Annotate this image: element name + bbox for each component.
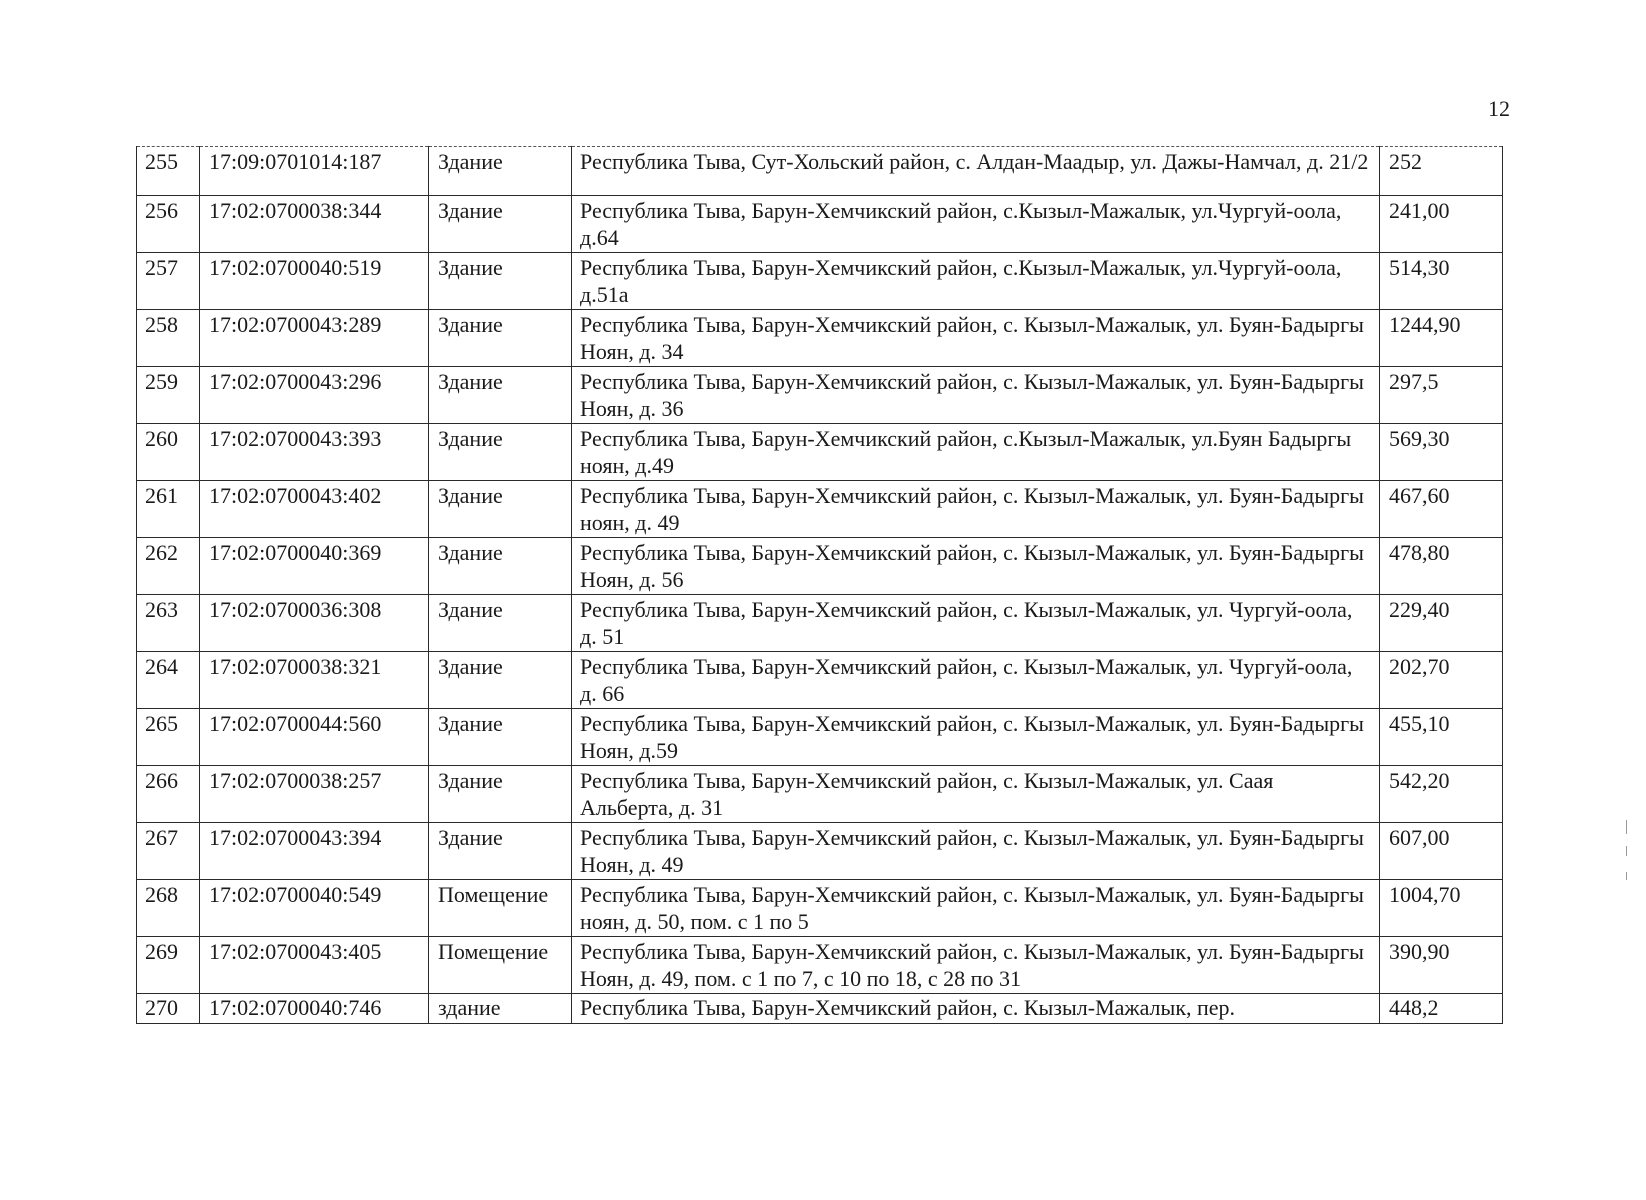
- object-address: Республика Тыва, Барун-Хемчикский район, с. Кызыл-Мажалык, ул. Буян-Бадыргы Ноян, д. 36: [572, 367, 1380, 424]
- object-area: 1244,90: [1380, 310, 1503, 367]
- object-type: Здание: [429, 196, 572, 253]
- object-address: Республика Тыва, Барун-Хемчикский район, с.Кызыл-Мажалык, ул.Чургуй-оола, д.51а: [572, 253, 1380, 310]
- object-address: Республика Тыва, Барун-Хемчикский район, с. Кызыл-Мажалык, ул. Буян-Бадыргы Ноян, д. 49: [572, 823, 1380, 880]
- object-type: Помещение: [429, 937, 572, 994]
- cadastral-number: 17:02:0700043:393: [200, 424, 429, 481]
- cadastral-number: 17:02:0700040:549: [200, 880, 429, 937]
- object-address: Республика Тыва, Барун-Хемчикский район, с. Кызыл-Мажалык, ул. Чургуй-оола, д. 66: [572, 652, 1380, 709]
- table-row: [137, 147, 1503, 196]
- property-registry-table: [136, 146, 1503, 1024]
- row-number: 262: [137, 538, 200, 595]
- table-row: [137, 538, 1503, 595]
- object-address: Республика Тыва, Барун-Хемчикский район, с. Кызыл-Мажалык, пер.: [572, 994, 1380, 1024]
- object-address: Республика Тыва, Барун-Хемчикский район, с. Кызыл-Мажалык, ул. Буян-Бадыргы Ноян, д.59: [572, 709, 1380, 766]
- object-type: Здание: [429, 253, 572, 310]
- cadastral-number: 17:02:0700043:402: [200, 481, 429, 538]
- table-row: [137, 367, 1503, 424]
- row-number: 259: [137, 367, 200, 424]
- row-number: 263: [137, 595, 200, 652]
- object-type: Здание: [429, 823, 572, 880]
- cadastral-number: 17:02:0700038:257: [200, 766, 429, 823]
- cadastral-number: 17:02:0700038:321: [200, 652, 429, 709]
- object-type: Здание: [429, 538, 572, 595]
- scan-margin-mark: [1626, 846, 1627, 856]
- table-row: [137, 766, 1503, 823]
- row-number: 258: [137, 310, 200, 367]
- table-row: [137, 880, 1503, 937]
- cadastral-number: 17:02:0700043:405: [200, 937, 429, 994]
- table-row: [137, 994, 1503, 1024]
- row-number: 266: [137, 766, 200, 823]
- object-type: Здание: [429, 310, 572, 367]
- table-row: [137, 253, 1503, 310]
- row-number: 261: [137, 481, 200, 538]
- table-row: [137, 595, 1503, 652]
- object-area: 229,40: [1380, 595, 1503, 652]
- object-address: Республика Тыва, Барун-Хемчикский район, с. Кызыл-Мажалык, ул. Буян-Бадыргы ноян, д. 50, пом. с 1 по 5: [572, 880, 1380, 937]
- cadastral-number: 17:02:0700040:519: [200, 253, 429, 310]
- cadastral-number: 17:02:0700043:394: [200, 823, 429, 880]
- object-address: Республика Тыва, Барун-Хемчикский район, с.Кызыл-Мажалык, ул.Чургуй-оола, д.64: [572, 196, 1380, 253]
- table-row: [137, 424, 1503, 481]
- object-type: Здание: [429, 147, 572, 196]
- cadastral-number: 17:02:0700040:746: [200, 994, 429, 1024]
- row-number: 267: [137, 823, 200, 880]
- object-address: Республика Тыва, Барун-Хемчикский район, с.Кызыл-Мажалык, ул.Буян Бадыргы ноян, д.49: [572, 424, 1380, 481]
- object-area: 607,00: [1380, 823, 1503, 880]
- row-number: 257: [137, 253, 200, 310]
- row-number: 269: [137, 937, 200, 994]
- scan-margin-mark: [1626, 820, 1627, 834]
- row-number: 260: [137, 424, 200, 481]
- cadastral-number: 17:02:0700038:344: [200, 196, 429, 253]
- table-row: [137, 823, 1503, 880]
- table-row: [137, 481, 1503, 538]
- object-type: Здание: [429, 709, 572, 766]
- object-address: Республика Тыва, Барун-Хемчикский район, с. Кызыл-Мажалык, ул. Буян-Бадыргы Ноян, д. 34: [572, 310, 1380, 367]
- table-row: [137, 196, 1503, 253]
- object-area: 252: [1380, 147, 1503, 196]
- object-address: Республика Тыва, Барун-Хемчикский район, с. Кызыл-Мажалык, ул. Буян-Бадыргы Ноян, д. 56: [572, 538, 1380, 595]
- row-number: 255: [137, 147, 200, 196]
- cadastral-number: 17:09:0701014:187: [200, 147, 429, 196]
- cadastral-number: 17:02:0700040:369: [200, 538, 429, 595]
- registry-table-body: [137, 147, 1503, 1024]
- object-area: 390,90: [1380, 937, 1503, 994]
- cadastral-number: 17:02:0700043:296: [200, 367, 429, 424]
- object-area: 467,60: [1380, 481, 1503, 538]
- cadastral-number: 17:02:0700036:308: [200, 595, 429, 652]
- object-area: 297,5: [1380, 367, 1503, 424]
- object-type: Помещение: [429, 880, 572, 937]
- object-type: Здание: [429, 595, 572, 652]
- cadastral-number: 17:02:0700043:289: [200, 310, 429, 367]
- object-area: 455,10: [1380, 709, 1503, 766]
- object-address: Республика Тыва, Барун-Хемчикский район, с. Кызыл-Мажалык, ул. Буян-Бадыргы Ноян, д. 49, пом. с 1 по 7, с 10 по 18, с 28 по 31: [572, 937, 1380, 994]
- table-row: [137, 310, 1503, 367]
- object-area: 478,80: [1380, 538, 1503, 595]
- object-type: Здание: [429, 367, 572, 424]
- object-address: Республика Тыва, Барун-Хемчикский район, с. Кызыл-Мажалык, ул. Саая Альберта, д. 31: [572, 766, 1380, 823]
- row-number: 265: [137, 709, 200, 766]
- table-row: [137, 652, 1503, 709]
- page-number: 12: [1488, 96, 1510, 121]
- scan-margin-mark: [1626, 872, 1627, 880]
- object-address: Республика Тыва, Барун-Хемчикский район, с. Кызыл-Мажалык, ул. Буян-Бадыргы ноян, д. 49: [572, 481, 1380, 538]
- row-number: 270: [137, 994, 200, 1024]
- object-area: 448,2: [1380, 994, 1503, 1024]
- object-type: Здание: [429, 424, 572, 481]
- table-row: [137, 937, 1503, 994]
- object-type: Здание: [429, 481, 572, 538]
- cadastral-number: 17:02:0700044:560: [200, 709, 429, 766]
- row-number: 268: [137, 880, 200, 937]
- object-address: Республика Тыва, Сут-Хольский район, с. Алдан-Маадыр, ул. Дажы-Намчал, д. 21/2: [572, 147, 1380, 196]
- object-area: 202,70: [1380, 652, 1503, 709]
- object-area: 569,30: [1380, 424, 1503, 481]
- object-type: Здание: [429, 766, 572, 823]
- object-area: 542,20: [1380, 766, 1503, 823]
- object-type: Здание: [429, 652, 572, 709]
- object-area: 1004,70: [1380, 880, 1503, 937]
- object-area: 241,00: [1380, 196, 1503, 253]
- row-number: 256: [137, 196, 200, 253]
- table-row: [137, 709, 1503, 766]
- object-area: 514,30: [1380, 253, 1503, 310]
- object-address: Республика Тыва, Барун-Хемчикский район, с. Кызыл-Мажалык, ул. Чургуй-оола, д. 51: [572, 595, 1380, 652]
- row-number: 264: [137, 652, 200, 709]
- object-type: здание: [429, 994, 572, 1024]
